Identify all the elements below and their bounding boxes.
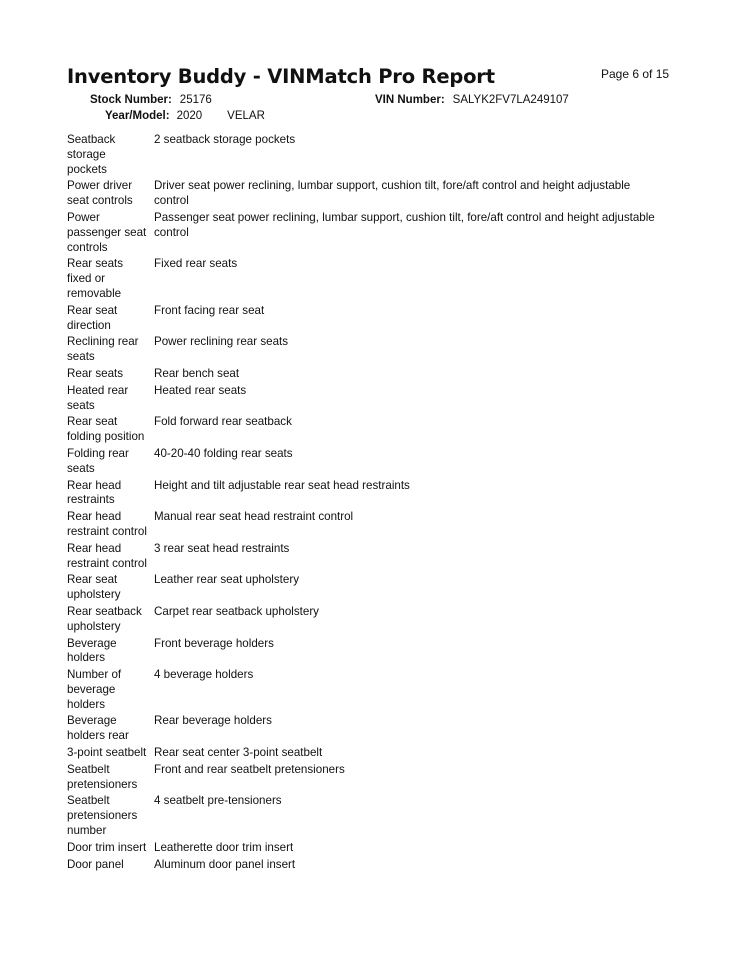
feature-label: Rear head restraint control	[67, 510, 147, 538]
page-number: Page 6 of 15	[601, 67, 670, 81]
stock-number-label: Stock Number:	[90, 94, 172, 106]
vin-number-label: VIN Number:	[375, 94, 445, 106]
feature-label: Rear head restraints	[67, 478, 122, 507]
feature-label: Door trim insert	[67, 840, 147, 854]
feature-row	[67, 179, 667, 209]
feature-list	[67, 133, 667, 874]
feature-label: Folding rear seats	[67, 446, 129, 475]
feature-label: Rear seats	[67, 366, 124, 380]
stock-number-line	[90, 94, 212, 106]
feature-value: Rear seat center 3-point seatbelt	[154, 746, 323, 760]
feature-label: Number of beverage holders	[67, 668, 122, 711]
feature-value: Leather rear seat upholstery	[154, 573, 300, 587]
feature-value: 40-20-40 folding rear seats	[154, 446, 293, 460]
feature-label: Seatbelt pretensioners	[67, 762, 138, 791]
stock-number-value: 25176	[179, 94, 212, 106]
feature-value: Carpet rear seatback upholstery	[154, 604, 319, 618]
feature-row	[67, 384, 667, 414]
feature-label: Beverage holders	[67, 636, 117, 665]
feature-label: Rear head restraint control	[67, 541, 147, 570]
feature-value: Fixed rear seats	[154, 257, 238, 271]
model-value: VELAR	[227, 110, 265, 122]
feature-value: 2 seatback storage pockets	[154, 133, 296, 146]
feature-row	[67, 605, 667, 635]
year-value: 2020	[176, 110, 203, 122]
vin-number-line	[375, 94, 569, 106]
feature-value: Front beverage holders	[154, 636, 274, 650]
feature-value: Front and rear seatbelt pretensioners	[154, 762, 345, 776]
feature-row	[67, 858, 667, 873]
year-model-label: Year/Model:	[105, 110, 170, 122]
feature-label: 3-point seatbelt	[67, 746, 147, 760]
feature-row	[67, 510, 667, 540]
feature-value: Power reclining rear seats	[154, 335, 289, 349]
feature-label: Rear seat folding position	[67, 415, 145, 444]
feature-label: Door panel	[67, 857, 124, 871]
feature-value: Fold forward rear seatback	[154, 415, 292, 429]
feature-row	[67, 447, 667, 477]
year-model-line	[105, 110, 265, 122]
feature-row	[67, 257, 667, 301]
feature-value: Manual rear seat head restraint control	[154, 510, 354, 524]
feature-row	[67, 841, 667, 856]
feature-row	[67, 637, 667, 667]
report-title: Inventory Buddy - VINMatch Pro Report	[67, 65, 495, 88]
feature-row	[67, 746, 667, 761]
feature-row	[67, 714, 667, 744]
feature-label: Seatbelt pretensioners number	[67, 794, 138, 838]
feature-value: Front facing rear seat	[154, 303, 265, 317]
feature-label: Rear seat upholstery	[67, 573, 121, 602]
feature-value: 3 rear seat head restraints	[154, 541, 290, 555]
feature-row	[67, 335, 667, 365]
feature-label: Rear seat direction	[67, 303, 118, 332]
feature-row	[67, 479, 667, 509]
feature-row	[67, 668, 667, 712]
feature-value: Rear beverage holders	[154, 714, 272, 728]
feature-value: 4 beverage holders	[154, 668, 254, 682]
feature-row	[67, 304, 667, 334]
feature-value: Aluminum door panel insert	[154, 857, 296, 871]
feature-row	[67, 367, 667, 382]
feature-row	[67, 763, 667, 793]
feature-value: Leatherette door trim insert	[154, 840, 294, 854]
feature-row	[67, 133, 667, 177]
feature-value: Rear bench seat	[154, 366, 240, 380]
vin-number-value: SALYK2FV7LA249107	[452, 94, 569, 106]
feature-row	[67, 573, 667, 603]
feature-label: Rear seats fixed or removable	[67, 257, 124, 300]
feature-label: Rear seatback upholstery	[67, 604, 142, 633]
feature-value: Heated rear seats	[154, 383, 247, 397]
feature-label: Reclining rear seats	[67, 335, 139, 364]
feature-value: Height and tilt adjustable rear seat head restraints	[154, 478, 410, 492]
feature-label: Heated rear seats	[67, 383, 129, 412]
feature-value: Passenger seat power reclining, lumbar support, cushion tilt, fore/aft control and height adjustable control	[154, 210, 655, 239]
feature-label: Beverage holders rear	[67, 714, 129, 743]
feature-row	[67, 542, 667, 572]
feature-value: 4 seatbelt pre-tensioners	[154, 794, 282, 808]
feature-row	[67, 415, 667, 445]
feature-value: Driver seat power reclining, lumbar support, cushion tilt, fore/aft control and height adjustable control	[154, 179, 631, 208]
feature-label: Power driver seat controls	[67, 179, 133, 208]
feature-label: Seatback storage pockets	[67, 133, 116, 176]
feature-row	[67, 794, 667, 838]
feature-row	[67, 211, 667, 255]
feature-label: Power passenger seat controls	[67, 210, 147, 254]
